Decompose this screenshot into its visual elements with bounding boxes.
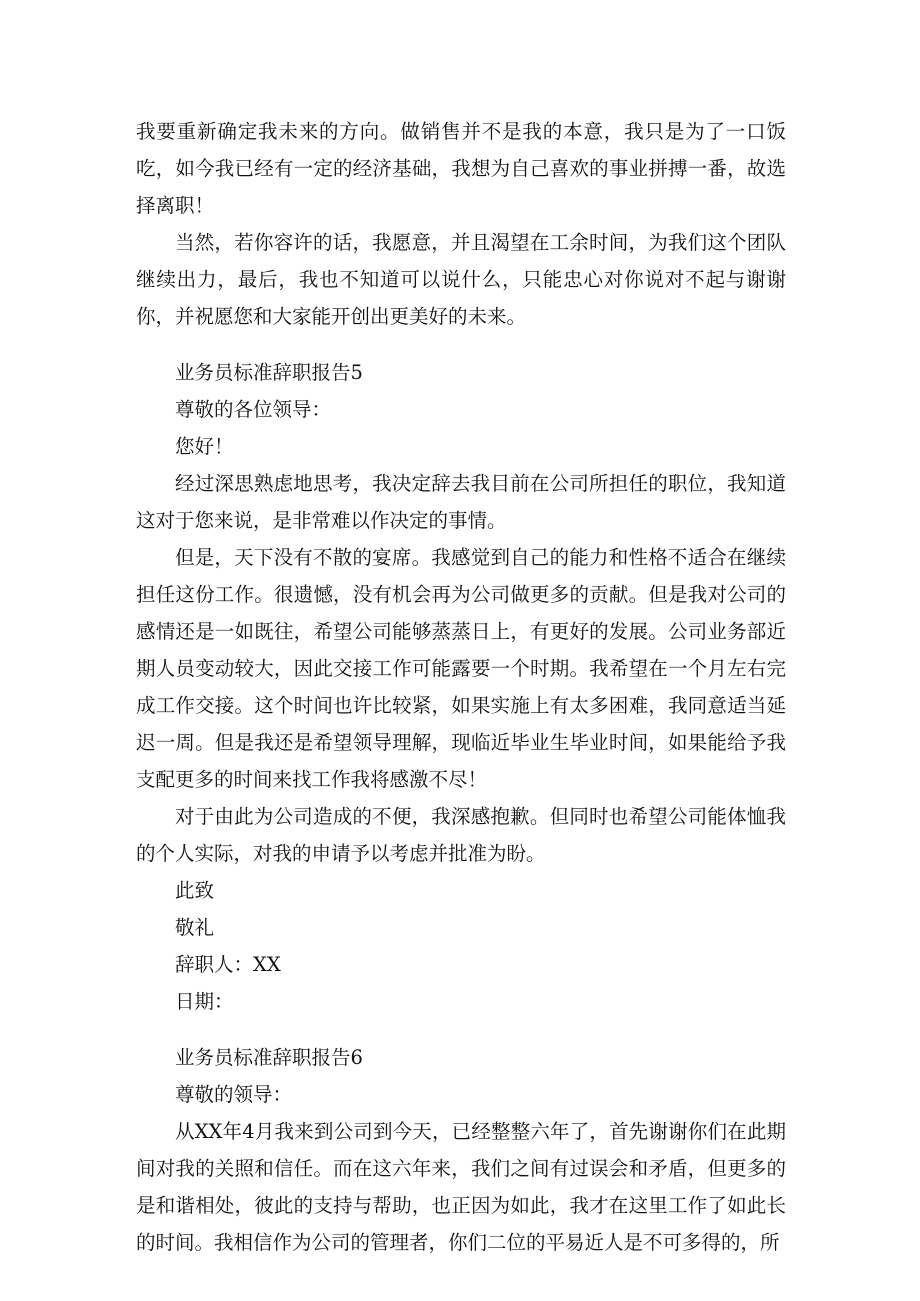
section4-paragraph-2: 当然，若你容许的话，我愿意，并且渴望在工余时间，为我们这个团队继续出力，最后，我也不知道可以说什么，只能忠心对你说对不起与谢谢你，并祝愿您和大家能开创出更美好的未来。	[136, 231, 786, 328]
section5-title: 业务员标准辞职报告5	[175, 361, 363, 384]
section5-paragraph-2: 但是，天下没有不散的宴席。我感觉到自己的能力和性格不适合在继续担任这份工作。很遗憾，没有机会再为公司做更多的贡献。但是我对公司的感情还是一如既往，希望公司能够蒸蒸日上，有更好的发展。公司业务部近期人员变动较大，因此交接工作可能露要一个时期。我希望在一个月左右完成工作交接。这个时间也许比较紧，如果实施上有太多困难，我同意适当延迟一周。但是我还是希望领导理解，现临近毕业生毕业时间，如果能给予我支配更多的时间来找工作我将感激不尽！	[136, 546, 786, 791]
section5-paragraph-3: 对于由此为公司造成的不便，我深感抱歉。但同时也希望公司能体恤我的个人实际，对我的申请予以考虑并批准为盼。	[136, 805, 786, 865]
section6-paragraph-1: 从XX年4月我来到公司到今天，已经整整六年了，首先谢谢你们在此期间对我的关照和信任。而在这六年来，我们之间有过误会和矛盾，但更多的是和谐相处，彼此的支持与帮助，也正因为如此，我才在这里工作了如此长的时间。我相信作为公司的管理者，你们二位的平易近人是不可多得的，所	[136, 1120, 786, 1254]
section6-salutation: 尊敬的领导：	[175, 1083, 293, 1106]
section5-closing-1: 此致	[175, 879, 215, 902]
section5-date: 日期：	[175, 990, 234, 1013]
section4-paragraph-1: 我要重新确定我未来的方向。做销售并不是我的本意，我只是为了一口饭吃，如今我已经有一定的经济基础，我想为自己喜欢的事业拼搏一番，故选择离职！	[136, 120, 786, 217]
section5-signer: 辞职人：XX	[175, 953, 281, 976]
section5-greeting: 您好！	[175, 435, 234, 458]
section6-title: 业务员标准辞职报告6	[175, 1046, 363, 1069]
section5-paragraph-1: 经过深思熟虑地思考，我决定辞去我目前在公司所担任的职位，我知道这对于您来说，是非常难以作决定的事情。	[136, 472, 786, 532]
section5-salutation: 尊敬的各位领导：	[175, 398, 332, 421]
section5-closing-2: 敬礼	[175, 916, 215, 939]
document-page	[136, 113, 786, 1261]
